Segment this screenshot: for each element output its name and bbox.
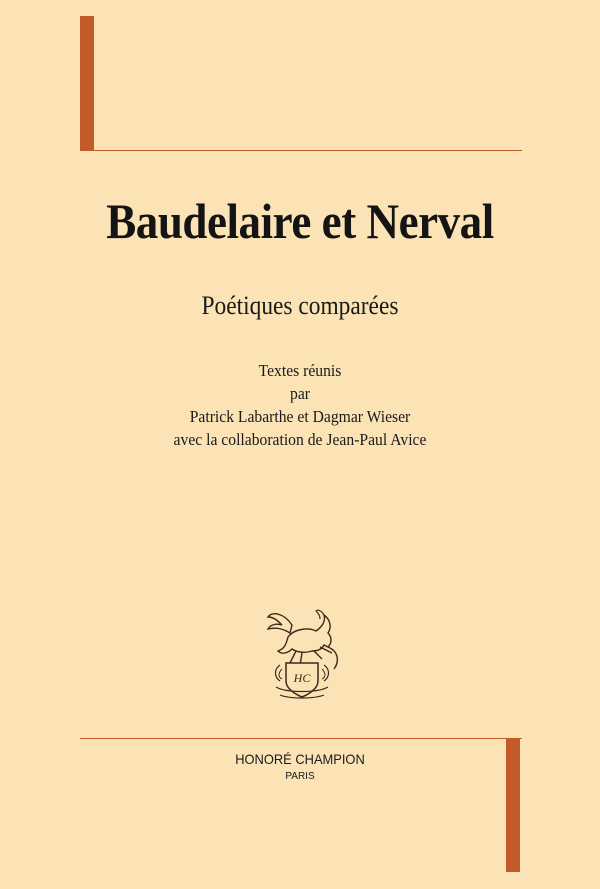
credits-line-edited: Textes réunis — [258, 361, 342, 380]
top-rule — [80, 150, 522, 151]
pegasus-emblem-icon — [262, 607, 342, 703]
bottom-rule — [80, 738, 522, 739]
publisher-city: PARIS — [285, 771, 315, 782]
credits-line-collaboration: avec la collaboration de Jean-Paul Avice — [173, 430, 427, 449]
top-accent-bar — [80, 16, 94, 151]
book-subtitle: Poétiques comparées — [201, 291, 399, 320]
publisher-name: HONORÉ CHAMPION — [235, 751, 365, 767]
book-title: Baudelaire et Nerval — [106, 193, 494, 249]
emblem-monogram: HC — [293, 671, 311, 685]
credits-line-editors: Patrick Labarthe et Dagmar Wieser — [189, 407, 411, 426]
credits-line-by: par — [290, 384, 310, 403]
credits-block — [24, 359, 576, 451]
